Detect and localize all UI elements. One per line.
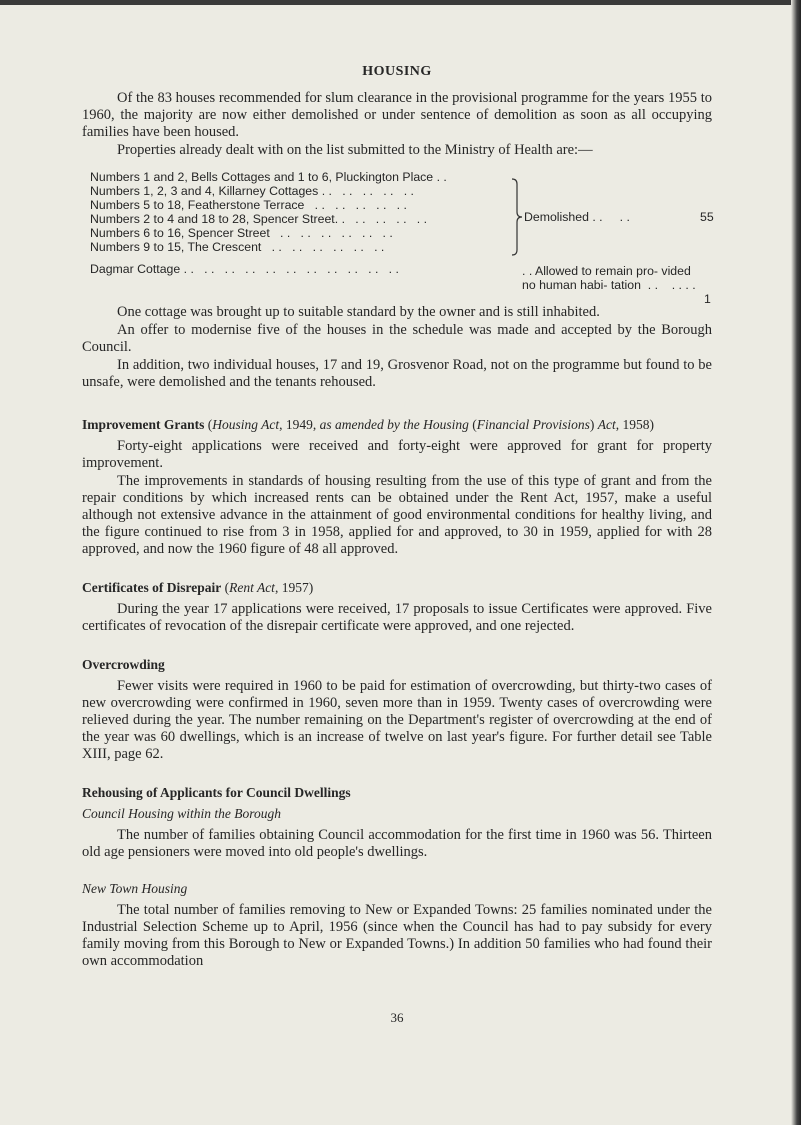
demolished-count: 55 — [700, 210, 714, 224]
allowed-label: . . Allowed to remain pro- vided no human habi- tation . . . . . . — [522, 264, 696, 292]
scan-right-edge — [791, 0, 801, 1125]
improvement-paragraph-2: The improvements in standards of housing resulting from the use of this type of grant and from the repair conditions by which increased rents can be obtained under the Rent Act, 1957, make a useful although not extensive advance in the attainment of good environmental conditions for healthy living, and the figure continued to rise from 3 in 1958, applied for and approved, to 30 in 1959, applied for with 28 approved, and now the 1960 figure of 48 all approved. — [82, 473, 712, 557]
overcrowding-heading: Overcrowding — [82, 657, 165, 672]
rehousing-paragraph-2: The total number of families removing to New or Expanded Towns: 25 families nominated under the Industrial Selection Scheme up to April, 1956 (since when the Council has had to pay subsidy for every family moving from this Borough to New or Expanded Towns.) In addition 50 families who had found their own accommodation — [82, 902, 712, 969]
property-row: Numbers 1 and 2, Bells Cottages and 1 to 6, Pluckington Place . . — [90, 170, 447, 184]
overcrowding-paragraph-1: Fewer visits were required in 1960 to be paid for estimation of overcrowding, but thirty-two cases of new overcrowding were confirmed in 1960, seven more than in 1959. Twenty cases of overcrowding were relieved during the year. The number remaining on the Department's register of overcrowding at the end of the year was 60 dwellings, which is an increase of twelve on last year's figure. For further detail see Table XIII, page 62. — [82, 678, 712, 762]
document-page — [82, 58, 712, 970]
new-town-housing-subheading: New Town Housing — [82, 881, 188, 896]
property-row: Numbers 6 to 16, Spencer Street . . . . . . . . . . . . — [90, 226, 393, 240]
page-number: 36 — [390, 1010, 404, 1025]
rehousing-section — [82, 785, 712, 970]
council-housing-subheading: Council Housing within the Borough — [82, 806, 281, 821]
demolished-label: Demolished . . . . — [524, 210, 630, 224]
scan-top-edge — [0, 0, 801, 5]
page-title: HOUSING — [362, 64, 432, 79]
improvement-paragraph-1: Forty-eight applications were received and forty-eight were approved for grant for property improvement. — [82, 438, 712, 471]
allowed-count: 1 — [704, 292, 711, 306]
after-list-paragraph-1: One cottage was brought up to suitable standard by the owner and is still inhabited. — [117, 304, 600, 320]
property-row: Dagmar Cottage . . . . . . . . . . . . . . . . . . . . . . — [90, 262, 399, 276]
intro-paragraph-1: Of the 83 houses recommended for slum clearance in the provisional programme for the years 1955 to 1960, the majority are now either demolished or under sentence of demolition as soon as all occupying families have been housed. — [82, 90, 712, 140]
property-row: Numbers 1, 2, 3 and 4, Killarney Cottages . . . . . . . . . . — [90, 184, 414, 198]
rehousing-heading: Rehousing of Applicants for Council Dwellings — [82, 785, 351, 800]
property-row: Numbers 2 to 4 and 18 to 28, Spencer Street. . . . . . . . . . — [90, 212, 427, 226]
disrepair-heading: Certificates of Disrepair (Rent Act, 1957) — [82, 580, 314, 595]
after-list-paragraph-3: In addition, two individual houses, 17 and 19, Grosvenor Road, not on the programme but found to be unsafe, were demolished and the tenants rehoused. — [82, 357, 712, 390]
properties-list — [82, 168, 714, 306]
after-list-paragraph-2: An offer to modernise five of the houses in the schedule was made and accepted by the Borough Council. — [82, 322, 712, 355]
improvement-grants-section — [82, 417, 712, 558]
property-row: Numbers 9 to 15, The Crescent . . . . . . . . . . . . — [90, 240, 385, 254]
rehousing-paragraph-1: The number of families obtaining Council accommodation for the first time in 1960 was 56. Thirteen old age pensioners were moved into old people's dwellings. — [82, 827, 712, 860]
property-row: Numbers 5 to 18, Featherstone Terrace . . . . . . . . . . — [90, 198, 407, 212]
overcrowding-section — [82, 657, 712, 763]
intro-paragraph-2: Properties already dealt with on the list submitted to the Ministry of Health are:— — [117, 142, 593, 158]
disrepair-paragraph-1: During the year 17 applications were received, 17 proposals to issue Certificates were approved. Five certificates of revocation of the disrepair certificate were approved, and one rejected. — [82, 601, 712, 634]
improvement-grants-heading: Improvement Grants (Housing Act, 1949, as amended by the Housing (Financial Provisions) Act, 1958) — [82, 417, 654, 432]
disrepair-section — [82, 580, 712, 635]
